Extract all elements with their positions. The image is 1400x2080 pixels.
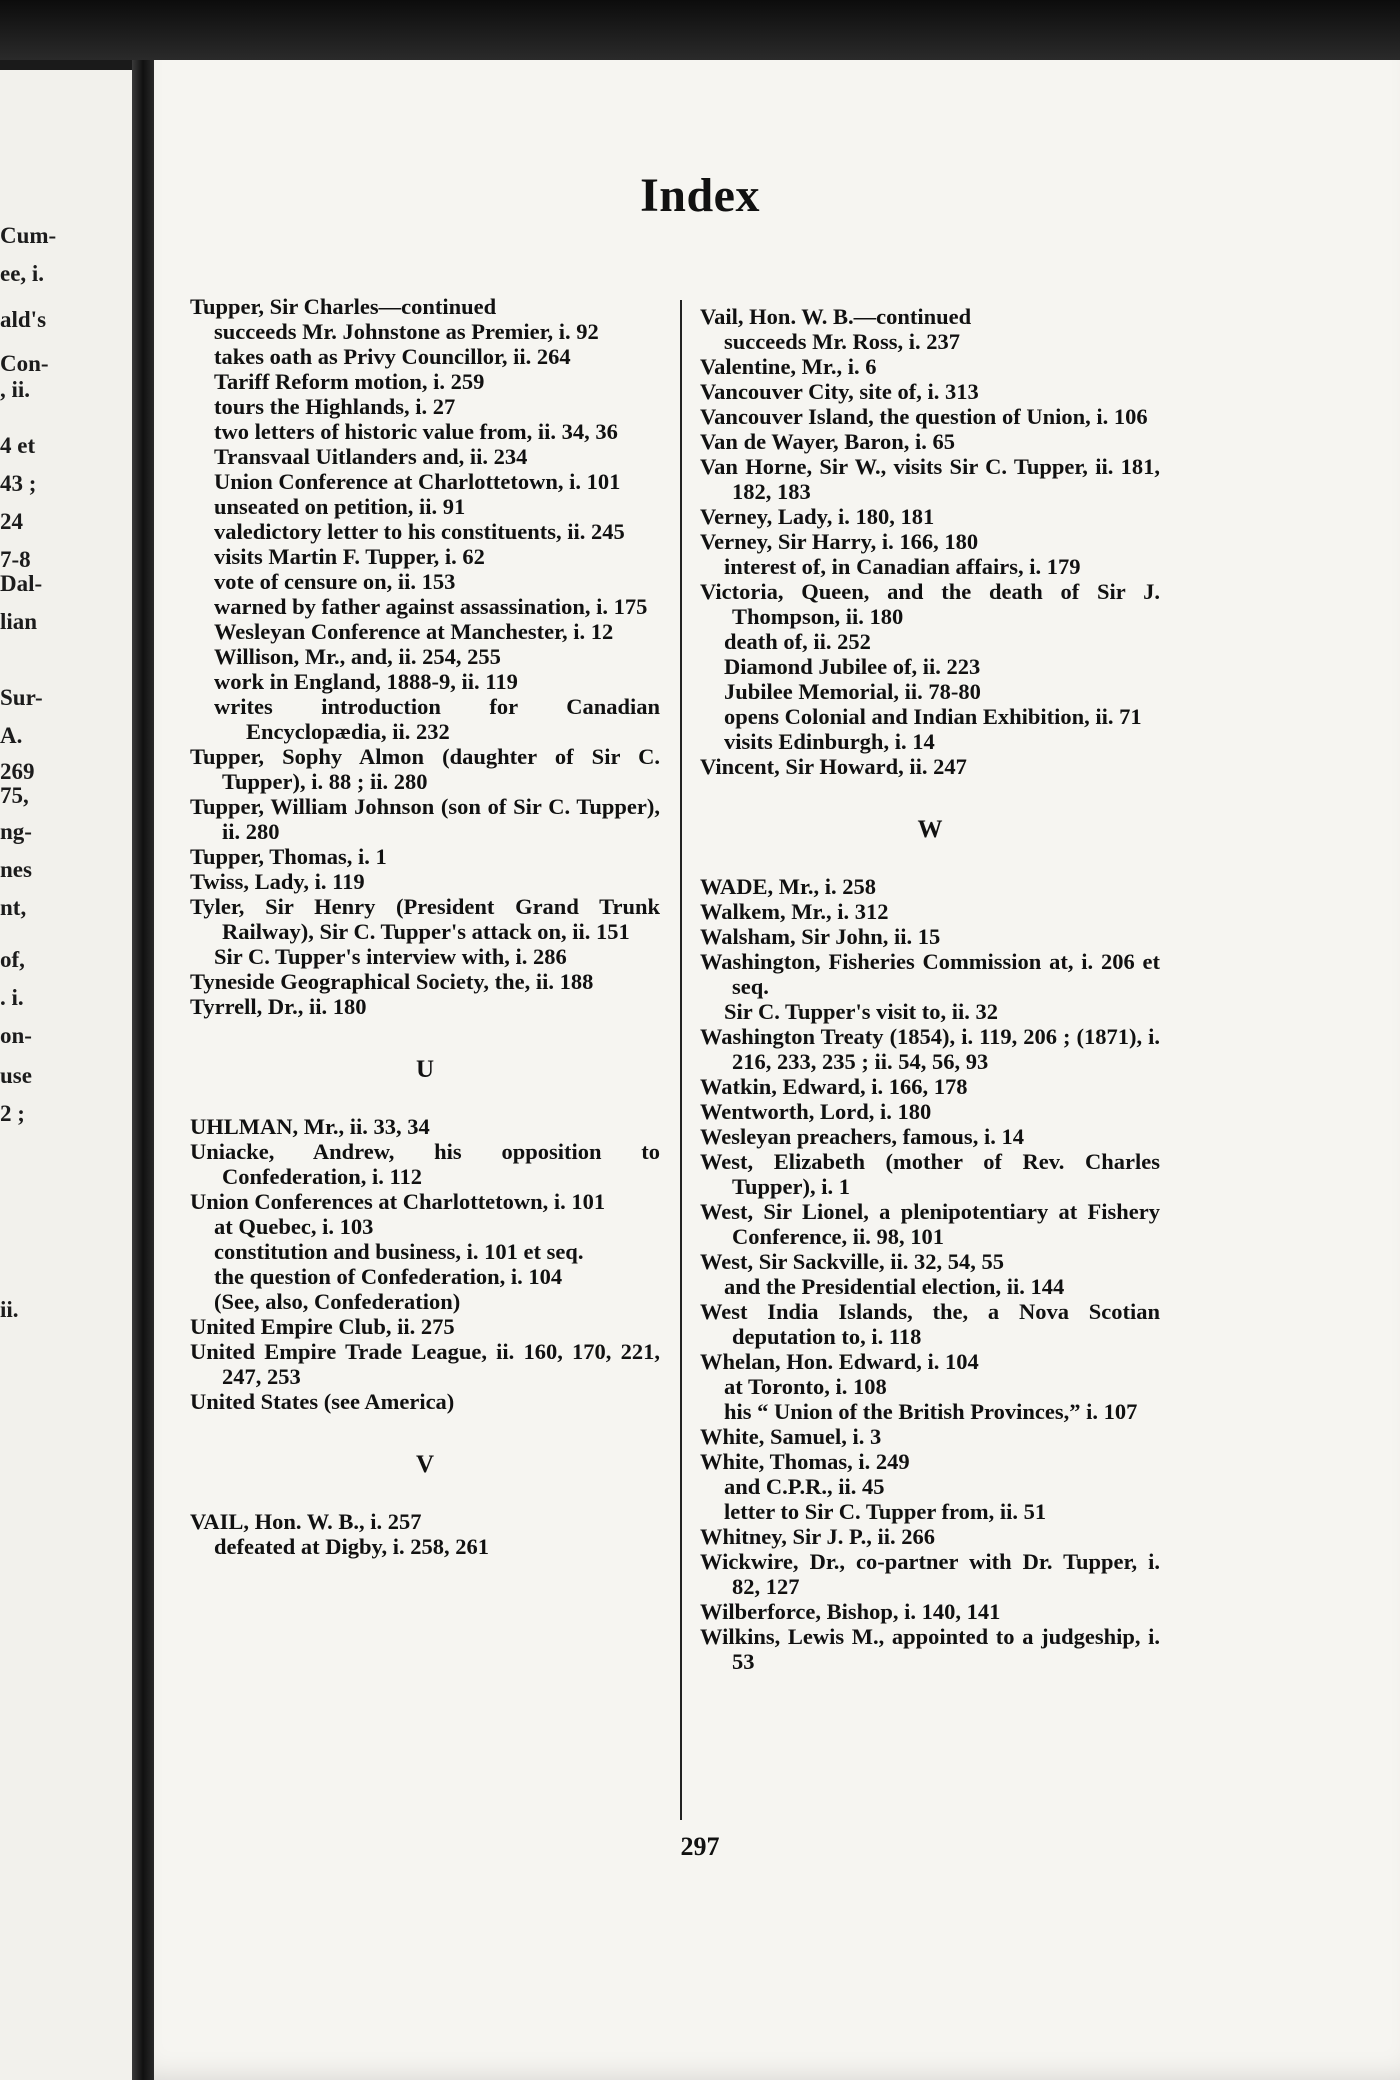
previous-page-fragment: use — [0, 1063, 32, 1088]
previous-page-fragment: 43 ; — [0, 471, 37, 496]
index-entry: Tyneside Geographical Society, the, ii. 188 — [190, 969, 594, 994]
index-entry: Washington Treaty (1854), i. 119, 206 ; (1871), i. 216, 233, 235 ; ii. 54, 56, 93 — [700, 1024, 1160, 1074]
index-subentry: defeated at Digby, i. 258, 261 — [214, 1534, 489, 1559]
previous-page-fragment: ii. — [0, 1297, 19, 1322]
page-number: 297 — [680, 1832, 720, 1861]
previous-page-fragment: ald's — [0, 307, 47, 332]
index-entry: Tyler, Sir Henry (President Grand Trunk Railway), Sir C. Tupper's attack on, ii. 151 — [190, 894, 660, 944]
index-subentry: at Quebec, i. 103 — [214, 1214, 374, 1239]
index-entry: WADE, Mr., i. 258 — [700, 874, 877, 899]
index-subentry: the question of Confederation, i. 104 — [214, 1264, 563, 1289]
index-subentry: Sir C. Tupper's interview with, i. 286 — [214, 944, 567, 969]
index-subentry: unseated on petition, ii. 91 — [214, 494, 466, 519]
index-entry: Valentine, Mr., i. 6 — [700, 354, 877, 379]
index-subentry: Willison, Mr., and, ii. 254, 255 — [214, 644, 501, 669]
index-subentry: Sir C. Tupper's visit to, ii. 32 — [724, 999, 999, 1024]
index-entry: West India Islands, the, a Nova Scotian deputation to, i. 118 — [700, 1299, 1160, 1349]
column-divider — [680, 300, 682, 1820]
index-entry: White, Thomas, i. 249 — [700, 1449, 910, 1474]
index-subentry: Jubilee Memorial, ii. 78-80 — [724, 679, 981, 704]
index-subentry: vote of censure on, ii. 153 — [214, 569, 456, 594]
index-subentry: opens Colonial and Indian Exhibition, ii. 71 — [724, 704, 1142, 729]
index-entry: Wickwire, Dr., co-partner with Dr. Tupper, i. 82, 127 — [700, 1549, 1160, 1599]
index-subentry: Wesleyan Conference at Manchester, i. 12 — [214, 619, 614, 644]
index-entry: Twiss, Lady, i. 119 — [190, 869, 365, 894]
index-subentry: warned by father against assassination, i. 175 — [214, 594, 648, 619]
previous-page-fragment: , ii. — [0, 377, 31, 402]
previous-page-fragment: 2 ; — [0, 1101, 25, 1126]
index-entry: Wilberforce, Bishop, i. 140, 141 — [700, 1599, 1001, 1624]
previous-page-fragment: 269 — [0, 759, 35, 784]
index-entry: White, Samuel, i. 3 — [700, 1424, 882, 1449]
index-entry: Union Conferences at Charlottetown, i. 101 — [190, 1189, 606, 1214]
index-entry: Wilkins, Lewis M., appointed to a judgeship, i. 53 — [700, 1624, 1160, 1674]
index-entry: Walsham, Sir John, ii. 15 — [700, 924, 941, 949]
index-entry: Vancouver City, site of, i. 313 — [700, 379, 979, 404]
previous-page-fragment: nt, — [0, 895, 27, 920]
previous-page-fragment: ng- — [0, 819, 32, 844]
index-entry: Victoria, Queen, and the death of Sir J. Thompson, ii. 180 — [700, 579, 1160, 629]
previous-page-fragment: 24 — [0, 509, 23, 534]
index-entry: Van de Wayer, Baron, i. 65 — [700, 429, 956, 454]
previous-page-fragment: 75, — [0, 783, 29, 808]
index-subentry: succeeds Mr. Ross, i. 237 — [724, 329, 961, 354]
index-entry: Verney, Lady, i. 180, 181 — [700, 504, 935, 529]
index-subentry: Diamond Jubilee of, ii. 223 — [724, 654, 981, 679]
index-entry: United Empire Trade League, ii. 160, 170, 221, 247, 253 — [190, 1339, 660, 1389]
index-subentry: valedictory letter to his constituents, ii. 245 — [214, 519, 625, 544]
previous-page-fragment: Con- — [0, 351, 49, 376]
index-entry: Vancouver Island, the question of Union, i. 106 — [700, 404, 1148, 429]
previous-page-fragment: on- — [0, 1023, 32, 1048]
index-entry: Whelan, Hon. Edward, i. 104 — [700, 1349, 979, 1374]
page-title: Index — [640, 169, 760, 222]
previous-page-fragment: 4 et — [0, 433, 36, 458]
index-entry: Tupper, Thomas, i. 1 — [190, 844, 387, 869]
previous-page-edge — [0, 70, 132, 2080]
index-entry: Watkin, Edward, i. 166, 178 — [700, 1074, 968, 1099]
index-entry: Tupper, Sophy Almon (daughter of Sir C. Tupper), i. 88 ; ii. 280 — [190, 744, 660, 794]
index-entry: VAIL, Hon. W. B., i. 257 — [190, 1509, 422, 1534]
index-subentry: visits Martin F. Tupper, i. 62 — [214, 544, 485, 569]
right-index-column — [700, 304, 1160, 1674]
index-entry: United Empire Club, ii. 275 — [190, 1314, 455, 1339]
index-subentry: at Toronto, i. 108 — [724, 1374, 887, 1399]
index-entry: Vail, Hon. W. B.—continued — [700, 304, 972, 329]
previous-page-fragment: 7-8 — [0, 547, 31, 572]
index-subentry: and C.P.R., ii. 45 — [724, 1474, 885, 1499]
index-entry: West, Sir Sackville, ii. 32, 54, 55 — [700, 1249, 1004, 1274]
index-subentry: succeeds Mr. Johnstone as Premier, i. 92 — [214, 319, 599, 344]
section-letter: V — [415, 1451, 435, 1478]
index-entry: United States (see America) — [190, 1389, 455, 1414]
index-subentry: constitution and business, i. 101 et seq. — [214, 1239, 584, 1264]
index-subentry: interest of, in Canadian affairs, i. 179 — [724, 554, 1081, 579]
index-entry: Whitney, Sir J. P., ii. 266 — [700, 1524, 936, 1549]
previous-page-fragment: of, — [0, 947, 25, 972]
index-subentry: death of, ii. 252 — [724, 629, 871, 654]
previous-page-fragment: nes — [0, 857, 32, 882]
index-subentry: two letters of historic value from, ii. 34, 36 — [214, 419, 618, 444]
index-entry: Vincent, Sir Howard, ii. 247 — [700, 754, 967, 779]
index-subentry: Union Conference at Charlottetown, i. 101 — [214, 469, 621, 494]
index-subentry: Transvaal Uitlanders and, ii. 234 — [214, 444, 528, 469]
index-subentry: letter to Sir C. Tupper from, ii. 51 — [724, 1499, 1047, 1524]
index-subentry: takes oath as Privy Councillor, ii. 264 — [214, 344, 571, 369]
left-index-column — [190, 294, 660, 1559]
index-subentry: visits Edinburgh, i. 14 — [724, 729, 935, 754]
section-letter: U — [415, 1056, 435, 1083]
index-subentry: and the Presidential election, ii. 144 — [724, 1274, 1065, 1299]
previous-page-fragment: Sur- — [0, 685, 43, 710]
book-gutter — [132, 60, 154, 2080]
index-subentry: writes introduction for Canadian Encyclopædia, ii. 232 — [214, 694, 660, 744]
index-entry: Washington, Fisheries Commission at, i. 206 et seq. — [700, 949, 1160, 999]
index-entry: UHLMAN, Mr., ii. 33, 34 — [190, 1114, 430, 1139]
previous-page-fragment: ee, i. — [0, 261, 45, 286]
index-entry: Wentworth, Lord, i. 180 — [700, 1099, 932, 1124]
previous-page-fragment: A. — [0, 723, 23, 748]
index-subentry: his “ Union of the British Provinces,” i. 107 — [724, 1399, 1138, 1424]
scan-top-border — [0, 0, 1400, 60]
section-letter: W — [917, 816, 943, 843]
index-subentry: tours the Highlands, i. 27 — [214, 394, 456, 419]
index-subentry: (See, also, Confederation) — [214, 1289, 461, 1314]
index-entry: Van Horne, Sir W., visits Sir C. Tupper, ii. 181, 182, 183 — [700, 454, 1160, 504]
index-entry: Walkem, Mr., i. 312 — [700, 899, 889, 924]
index-subentry: work in England, 1888-9, ii. 119 — [214, 669, 518, 694]
index-entry: Tupper, William Johnson (son of Sir C. Tupper), ii. 280 — [190, 794, 660, 844]
previous-page-fragment: Dal- — [0, 571, 43, 596]
previous-page-fragment: lian — [0, 609, 38, 634]
index-entry: West, Sir Lionel, a plenipotentiary at Fishery Conference, ii. 98, 101 — [700, 1199, 1160, 1249]
previous-page-fragment: Cum- — [0, 223, 57, 248]
index-entry: Uniacke, Andrew, his opposition to Confederation, i. 112 — [190, 1139, 660, 1189]
index-entry: Wesleyan preachers, famous, i. 14 — [700, 1124, 1024, 1149]
index-entry: West, Elizabeth (mother of Rev. Charles Tupper), i. 1 — [700, 1149, 1160, 1199]
index-entry: Verney, Sir Harry, i. 166, 180 — [700, 529, 979, 554]
index-entry: Tupper, Sir Charles—continued — [190, 294, 497, 319]
index-subentry: Tariff Reform motion, i. 259 — [214, 369, 485, 394]
index-entry: Tyrrell, Dr., ii. 180 — [190, 994, 367, 1019]
previous-page-fragment: . i. — [0, 985, 24, 1010]
